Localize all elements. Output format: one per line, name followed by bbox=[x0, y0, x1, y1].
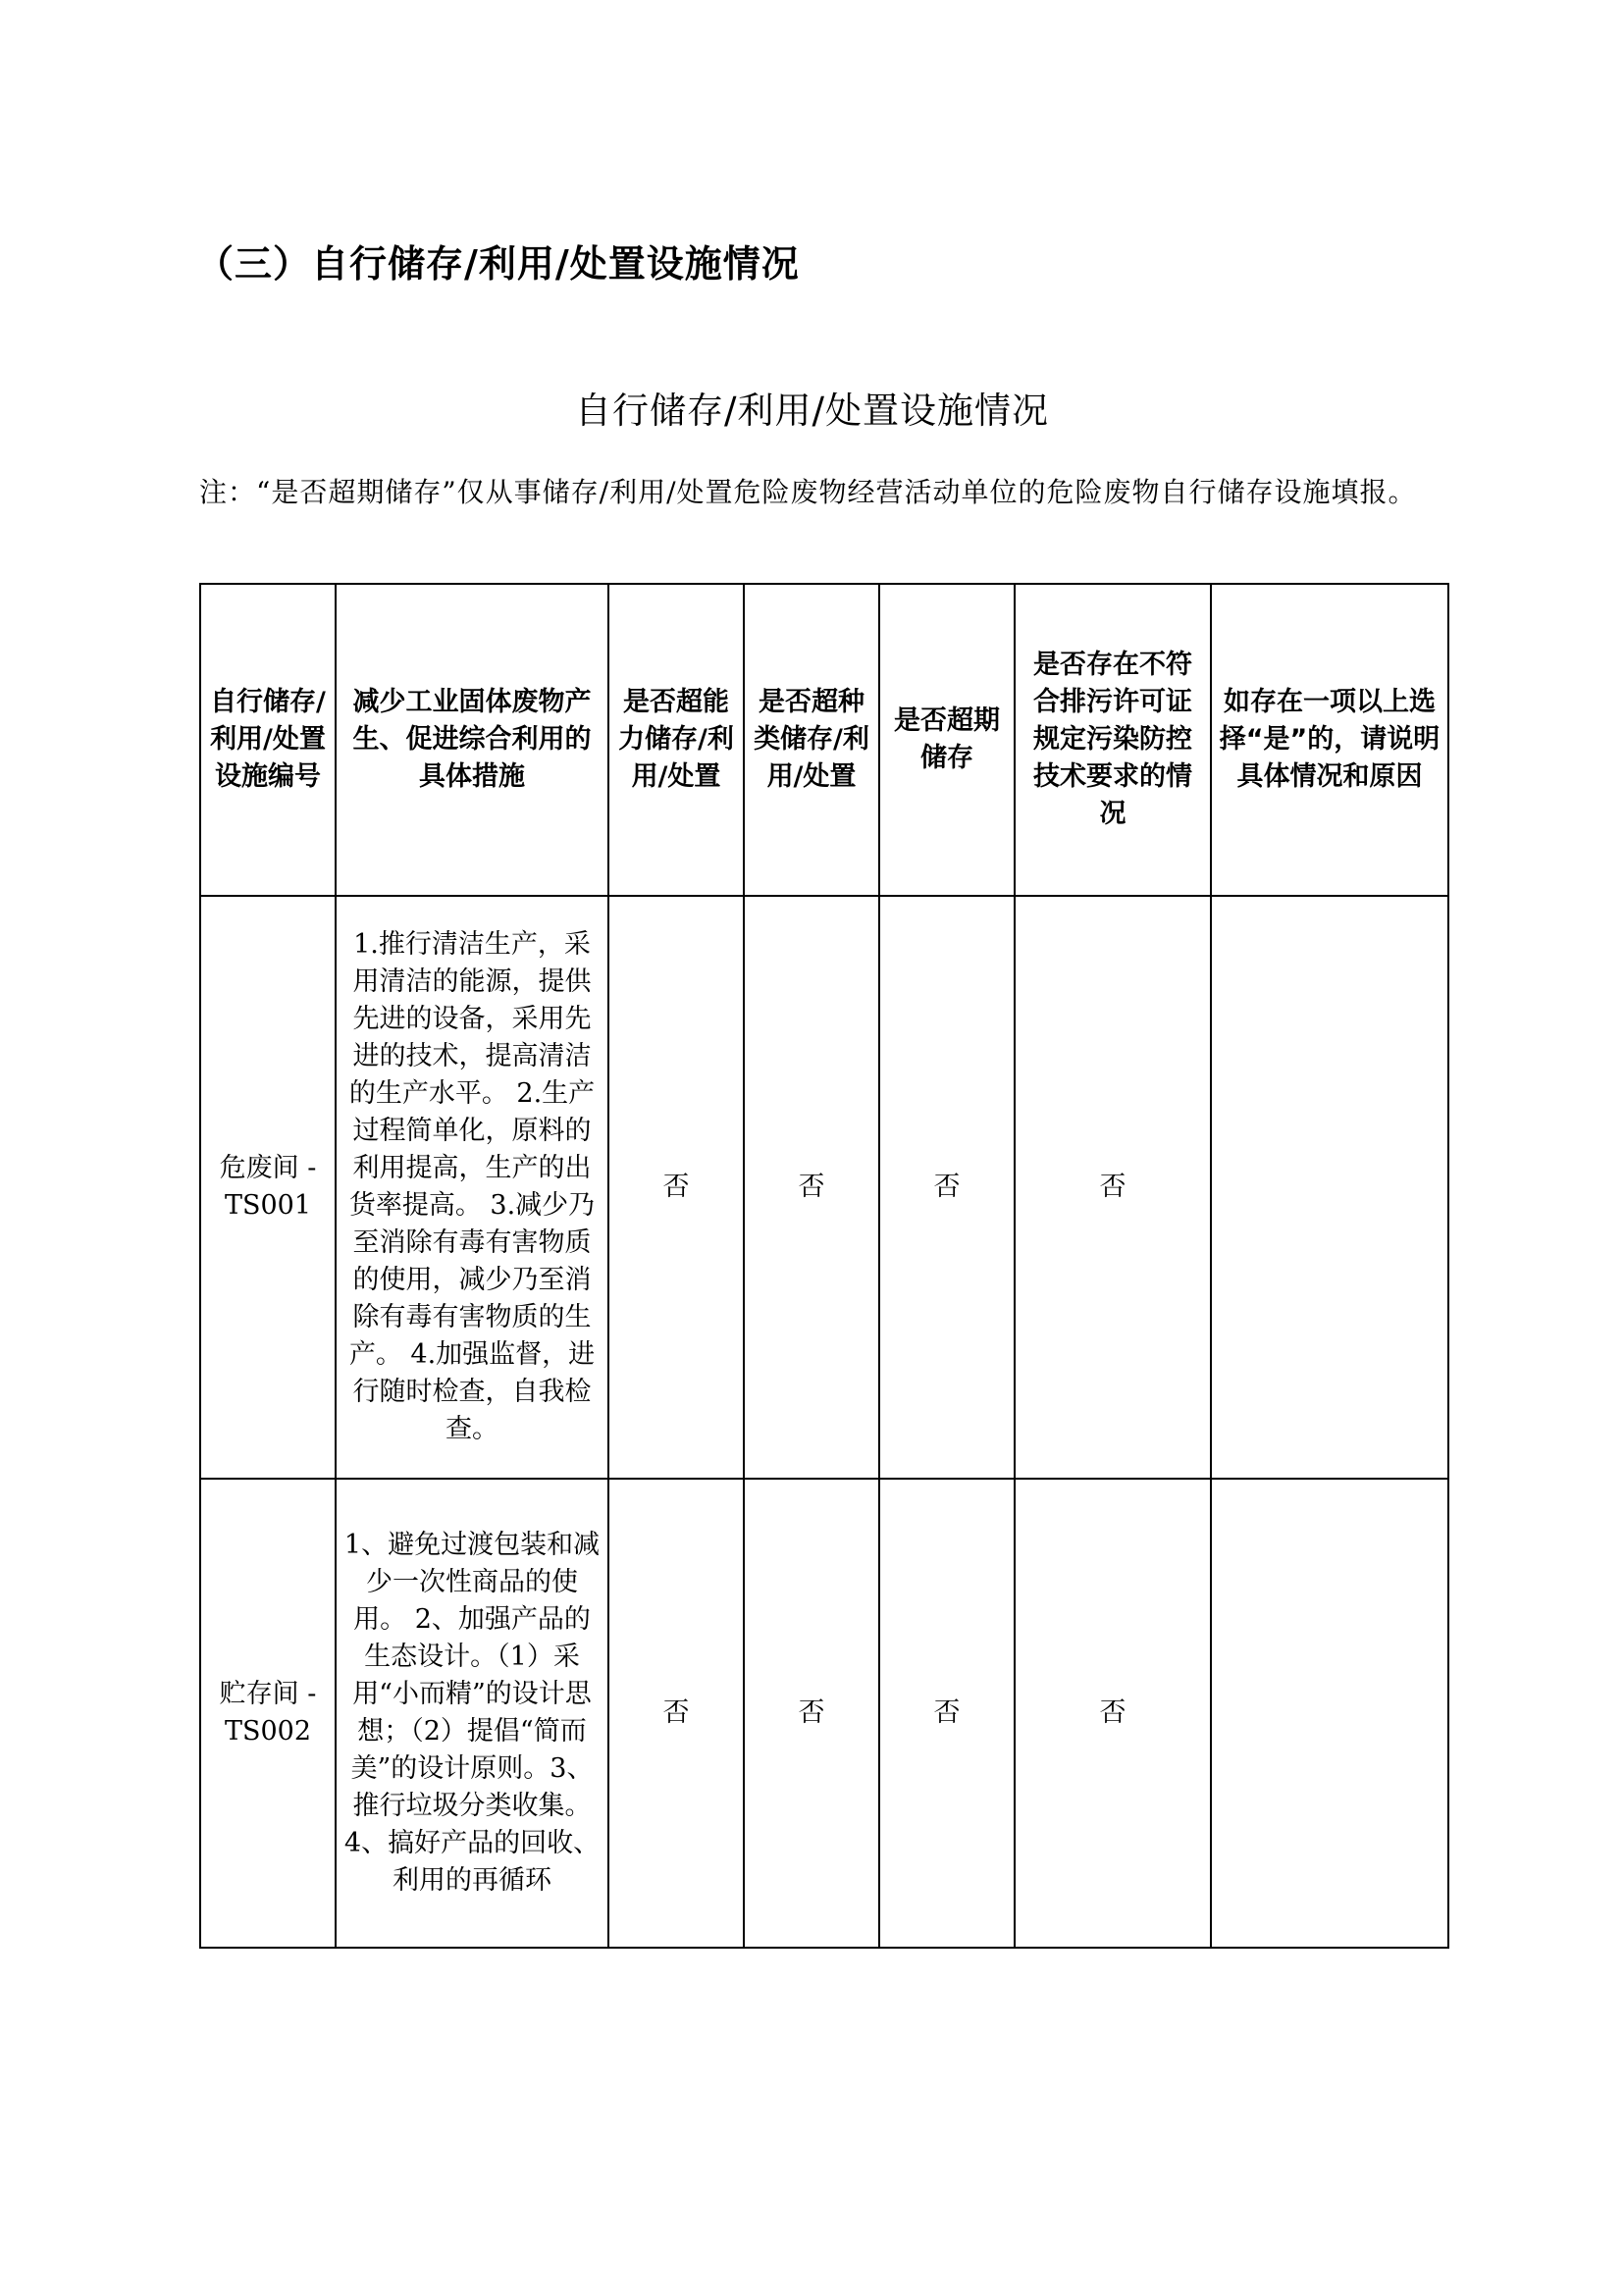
cell-explanation bbox=[1211, 1479, 1448, 1948]
header-over-capacity: 是否超能力储存/利用/处置 bbox=[608, 584, 744, 896]
cell-facility-id: 危废间 - TS001 bbox=[200, 896, 336, 1479]
cell-noncompliance: 否 bbox=[1015, 1479, 1211, 1948]
cell-measures: 1、避免过渡包装和减少一次性商品的使用。 2、加强产品的生态设计。（1）采用“小而精”的设计思想；（2）提倡“简而美”的设计原则。3、推行垃圾分类收集。 4、搞好产品的回收、利用的再循环 bbox=[336, 1479, 608, 1948]
section-heading: （三）自行储存/利用/处置设施情况 bbox=[196, 242, 800, 286]
cell-over-type: 否 bbox=[744, 896, 879, 1479]
cell-over-type: 否 bbox=[744, 1479, 879, 1948]
cell-over-period: 否 bbox=[879, 896, 1015, 1479]
header-explanation: 如存在一项以上选择“是”的，请说明具体情况和原因 bbox=[1211, 584, 1448, 896]
table-row bbox=[200, 896, 1448, 1479]
header-measures: 减少工业固体废物产生、促进综合利用的具体措施 bbox=[336, 584, 608, 896]
cell-measures: 1.推行清洁生产，采用清洁的能源，提供先进的设备，采用先进的技术，提高清洁的生产水平。 2.生产过程简单化，原料的利用提高，生产的出货率提高。 3.减少乃至消除有毒有害物质的使用，减少乃至消除有毒有害物质的生产。 4.加强监督，进行随时检查，自我检查。 bbox=[336, 896, 608, 1479]
cell-over-period: 否 bbox=[879, 1479, 1015, 1948]
facility-table bbox=[199, 583, 1449, 1949]
table-title: 自行储存/利用/处置设施情况 bbox=[575, 390, 1049, 432]
table-header-row bbox=[200, 584, 1448, 896]
cell-facility-id: 贮存间 - TS002 bbox=[200, 1479, 336, 1948]
table-row bbox=[200, 1479, 1448, 1948]
cell-over-capacity: 否 bbox=[608, 1479, 744, 1948]
cell-over-capacity: 否 bbox=[608, 896, 744, 1479]
cell-noncompliance: 否 bbox=[1015, 896, 1211, 1479]
header-noncompliance: 是否存在不符合排污许可证规定污染防控技术要求的情况 bbox=[1015, 584, 1211, 896]
header-over-period: 是否超期储存 bbox=[879, 584, 1015, 896]
cell-explanation bbox=[1211, 896, 1448, 1479]
header-over-type: 是否超种类储存/利用/处置 bbox=[744, 584, 879, 896]
table-note: 注：“是否超期储存”仅从事储存/利用/处置危险废物经营活动单位的危险废物自行储存设施填报。 bbox=[199, 476, 1417, 508]
header-facility-id: 自行储存/利用/处置设施编号 bbox=[200, 584, 336, 896]
